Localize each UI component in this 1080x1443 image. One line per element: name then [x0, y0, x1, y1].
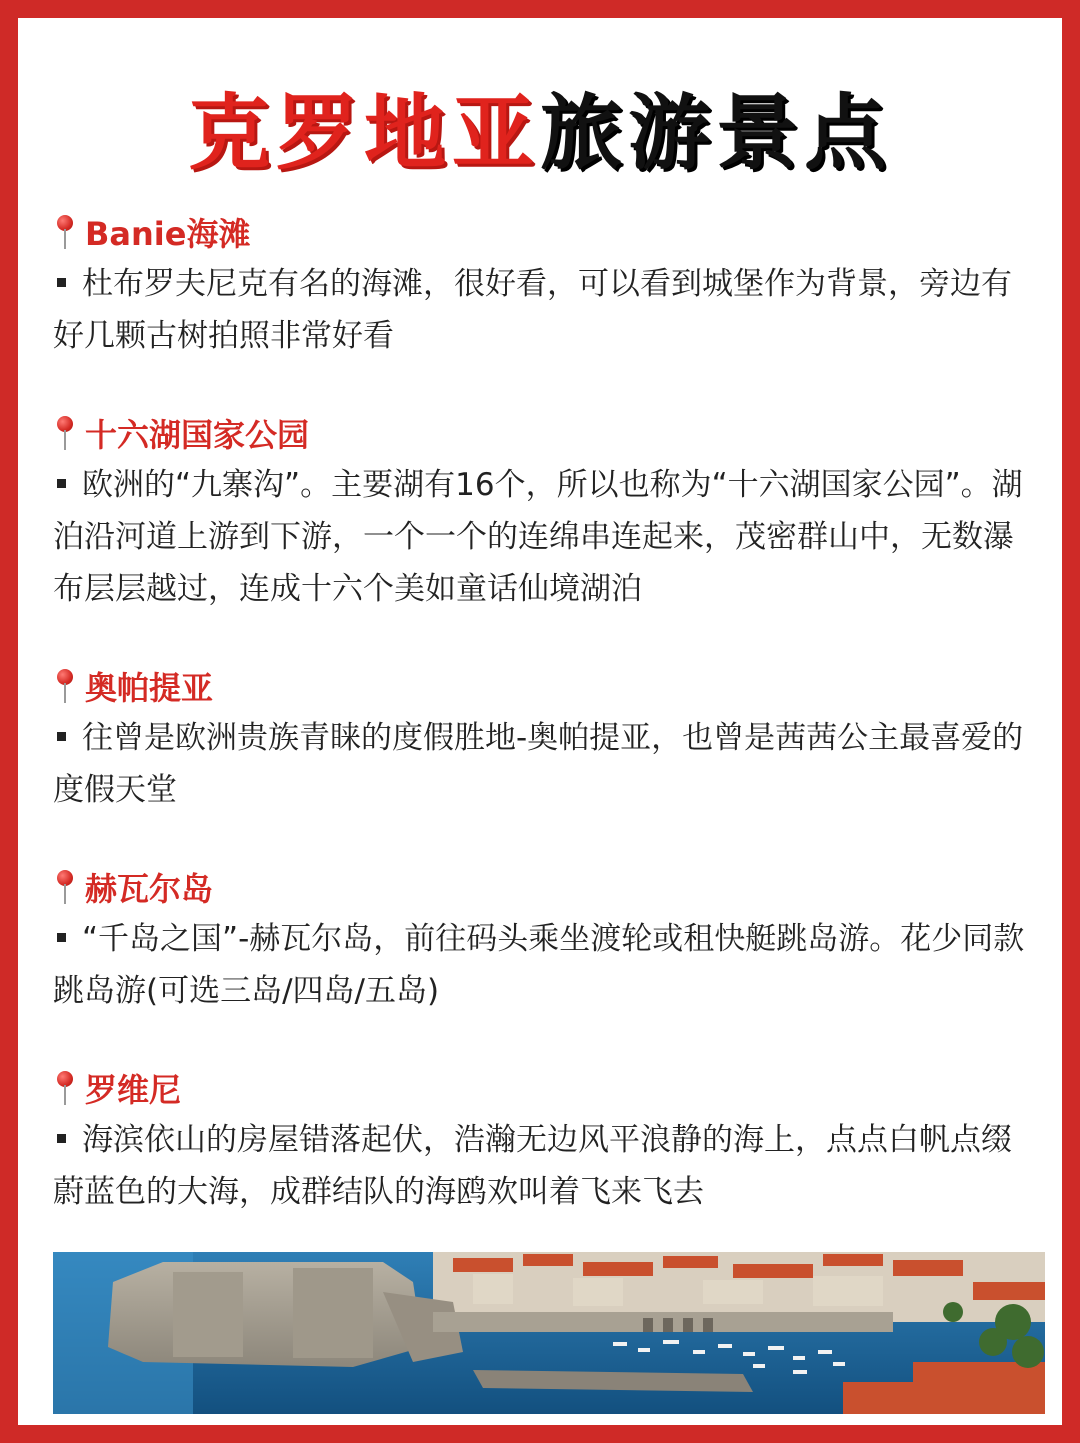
attraction-heading: [53, 660, 1038, 712]
attraction-name: 罗维尼: [85, 1071, 182, 1109]
attraction-heading: [53, 206, 1038, 258]
bullet-square-icon: [57, 479, 66, 488]
attraction-list: [53, 206, 1038, 1263]
bullet-square-icon: [57, 732, 66, 741]
attraction-description: 往曾是欧洲贵族青睐的度假胜地-奥帕提亚，也曾是茜茜公主最喜爱的度假天堂: [53, 720, 1024, 808]
round-pushpin-icon: [53, 667, 77, 705]
round-pushpin-icon: [53, 868, 77, 906]
page-title: [18, 68, 1062, 185]
bullet-square-icon: [57, 278, 66, 287]
attraction-item: [53, 206, 1038, 362]
attraction-heading: [53, 861, 1038, 913]
attraction-description: 海滨依山的房屋错落起伏，浩瀚无边风平浪静的海上，点点白帆点缀蔚蓝色的大海，成群结队的海鸥欢叫着飞来飞去: [53, 1122, 1012, 1210]
round-pushpin-icon: [53, 1069, 77, 1107]
attraction-item: [53, 660, 1038, 816]
dubrovnik-harbor-photo: [53, 1252, 1045, 1414]
round-pushpin-icon: [53, 213, 77, 251]
attraction-description: “千岛之国”-赫瓦尔岛，前往码头乘坐渡轮或租快艇跳岛游。花少同款跳岛游(可选三岛/四岛/五岛): [53, 921, 1025, 1009]
bullet-square-icon: [57, 1134, 66, 1143]
harbor-illustration: [53, 1252, 1045, 1414]
title-part-red: 克罗地亚: [187, 86, 540, 181]
attraction-description: 欧洲的“九寨沟”。主要湖有16个，所以也称为“十六湖国家公园”。湖泊沿河道上游到下游，一个一个的连绵串连起来，茂密群山中，无数瀑布层层越过，连成十六个美如童话仙境湖泊: [53, 467, 1023, 607]
attraction-heading: [53, 1062, 1038, 1114]
attraction-name: 赫瓦尔岛: [85, 870, 214, 908]
bullet-square-icon: [57, 933, 66, 942]
title-part-black: 旅游景点: [540, 86, 893, 181]
round-pushpin-icon: [53, 414, 77, 452]
attraction-name: Banie海滩: [85, 215, 251, 253]
attraction-item: [53, 1062, 1038, 1218]
attraction-name: 奥帕提亚: [85, 669, 214, 707]
attraction-item: [53, 407, 1038, 615]
attraction-item: [53, 861, 1038, 1017]
attraction-heading: [53, 407, 1038, 459]
attraction-name: 十六湖国家公园: [85, 416, 310, 454]
attraction-description: 杜布罗夫尼克有名的海滩，很好看，可以看到城堡作为背景，旁边有好几颗古树拍照非常好看: [53, 266, 1012, 354]
